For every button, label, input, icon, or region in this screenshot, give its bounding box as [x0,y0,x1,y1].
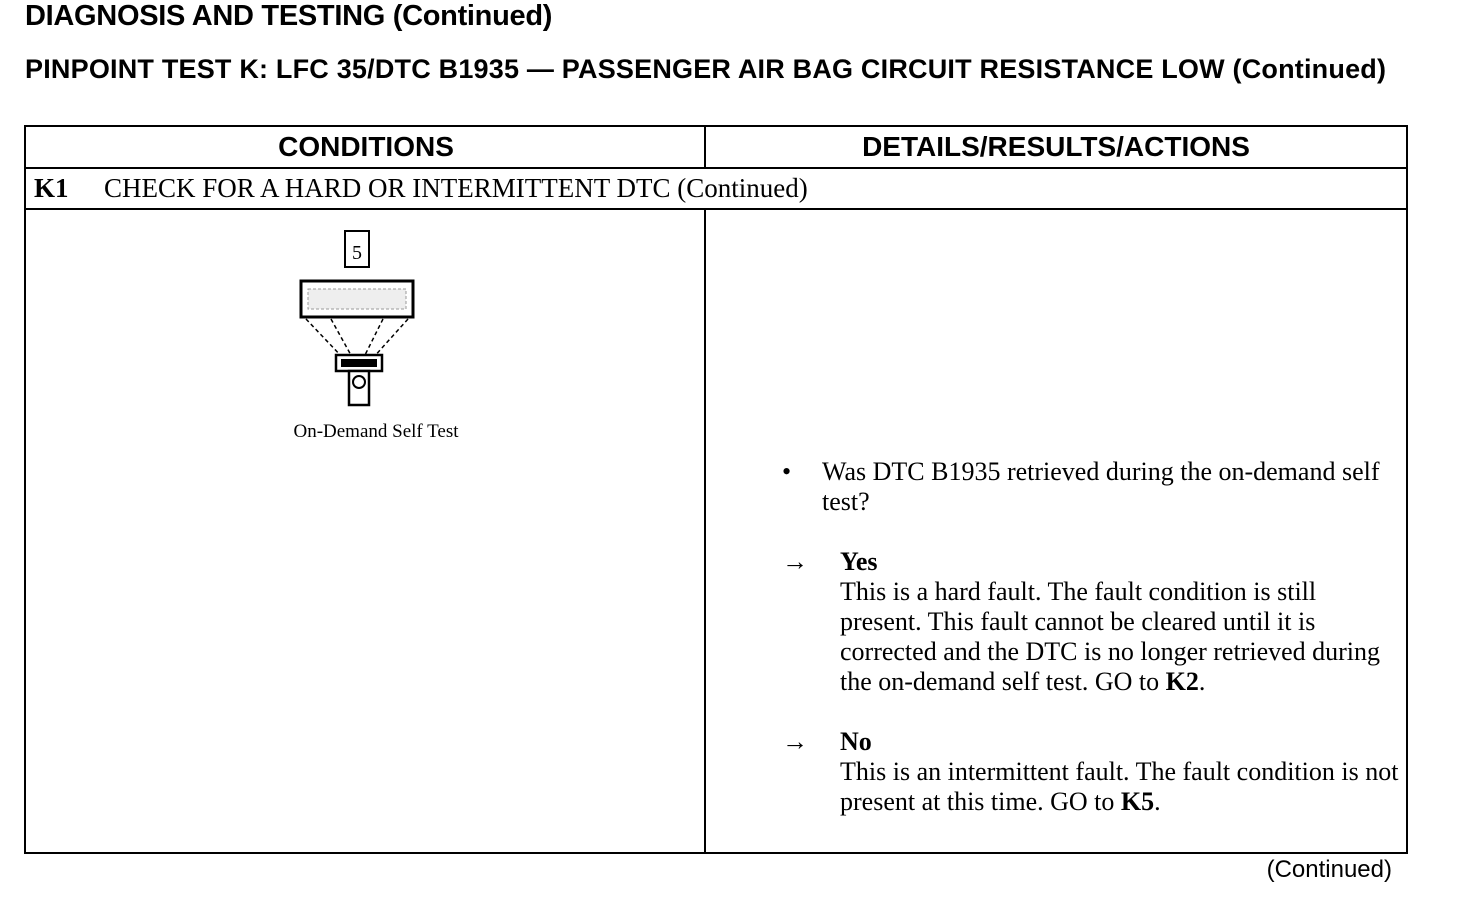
question-item [782,457,1402,517]
column-header-details: DETAILS/RESULTS/ACTIONS [862,131,1250,162]
self-test-figure [296,229,456,409]
header-divider [26,167,1406,169]
result-label: No [840,727,872,756]
result-end: . [1198,667,1206,696]
result-text: This is an intermittent fault. The fault condition is not present at this time. GO to [840,757,1399,816]
result-end: . [1154,787,1161,816]
arrow-right-icon: → [782,547,808,576]
body-column-divider [704,208,706,852]
section-title: DIAGNOSIS AND TESTING (Continued) [25,0,553,32]
step-id: K1 [34,173,69,203]
pinpoint-test-title: PINPOINT TEST K: LFC 35/DTC B1935 — PASSENGER AIR BAG CIRCUIT RESISTANCE LOW (Continued) [25,54,1387,84]
figure-caption: On-Demand Self Test [293,421,459,442]
step-title: CHECK FOR A HARD OR INTERMITTENT DTC (Continued) [104,173,808,203]
goto-step-link[interactable]: K5 [1120,787,1155,816]
arrow-right-icon: → [782,727,808,756]
details-results-actions [782,457,1402,847]
question-text: Was DTC B1935 retrieved during the on-demand self test? [822,457,1380,516]
result-no [782,727,1402,817]
column-header-conditions: CONDITIONS [278,131,454,162]
goto-step-link[interactable]: K2 [1165,667,1199,696]
continued-footer: (Continued) [1266,856,1392,883]
result-yes [782,547,1402,697]
step-heading [34,173,808,204]
result-text: This is a hard fault. The fault condition is still present. This fault cannot be cleared until it is corrected and the DTC is no longer retrieved during the on-demand self test. GO to [840,577,1381,696]
scan-tool-connected-to-dlc-icon [296,229,456,409]
result-label: Yes [840,547,878,576]
step-number: 5 [352,242,362,264]
step-divider [26,208,1406,210]
bullet-icon: • [782,457,792,486]
pinpoint-test-table [24,125,1408,854]
